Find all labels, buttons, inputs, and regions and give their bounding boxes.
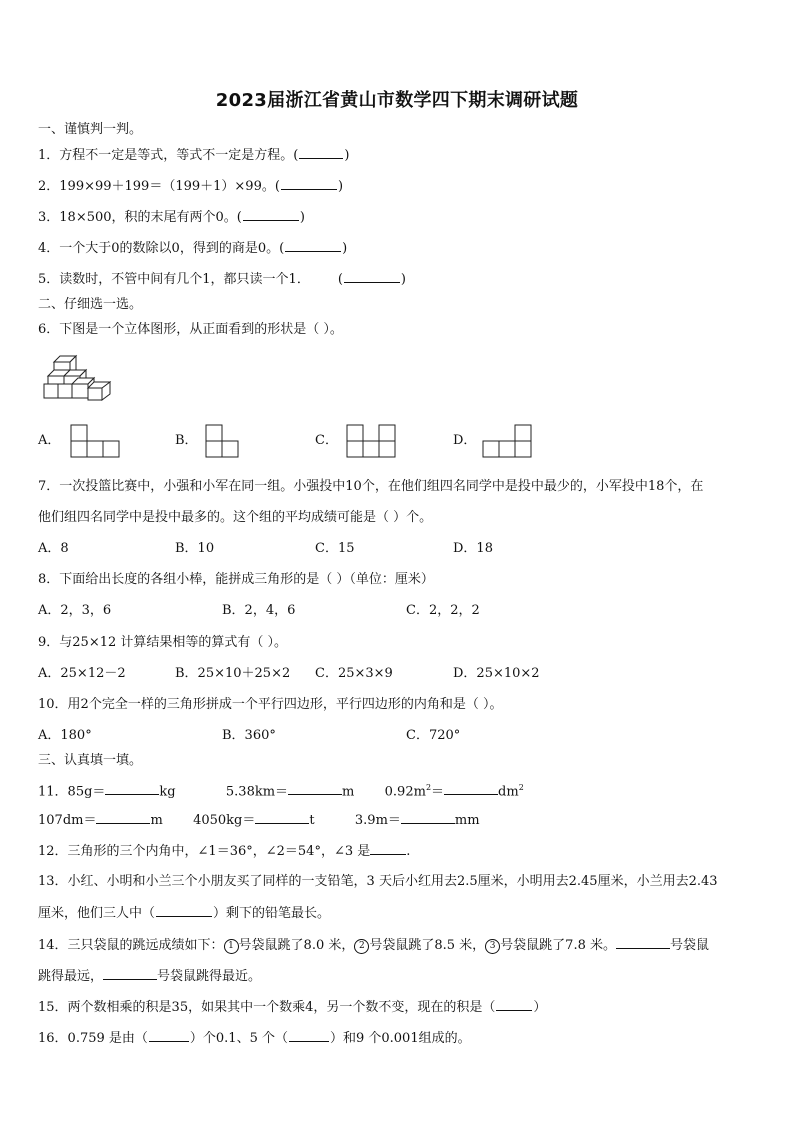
question-11-row-1: 11．85g＝ kg 5.38km＝ m $0.92m^2= dm^2$ — [38, 783, 524, 800]
cube-stack-figure — [42, 352, 112, 404]
answer-blank[interactable] — [401, 810, 455, 824]
circled-number-3: 3 — [485, 939, 500, 954]
answer-blank[interactable] — [96, 810, 150, 824]
section-2-heading: 二、仔细选一选。 — [38, 297, 143, 312]
question-15: 15．两个数相乘的积是35，如果其中一个数乘4，另一个数不变，现在的积是（ ） — [38, 1000, 547, 1015]
answer-blank[interactable] — [444, 781, 498, 795]
question-14-line-1: 14．三只袋鼠的跳远成绩如下： 1 号袋鼠跳了8.0 米， 2 号袋鼠跳了8.5 米， 3 号袋鼠跳了7.8 米。 号袋鼠 — [38, 935, 709, 955]
question-12: 12．三角形的三个内角中，∠1＝36°，∠2＝54°，∠3 是 . — [38, 841, 410, 861]
answer-blank[interactable] — [285, 239, 341, 252]
answer-blank[interactable] — [243, 208, 299, 221]
answer-blank[interactable] — [281, 177, 337, 190]
question-1: 1．方程不一定是等式，等式不一定是方程。( ) — [38, 148, 350, 163]
answer-blank[interactable] — [496, 998, 532, 1011]
answer-blank[interactable] — [288, 781, 342, 795]
q7-option-a[interactable]: A．8 — [38, 541, 69, 556]
answer-blank[interactable] — [370, 841, 406, 855]
q6-option-c-shape[interactable] — [346, 423, 398, 459]
q7-option-d[interactable]: D．18 — [453, 541, 493, 556]
circled-number-2: 2 — [354, 939, 369, 954]
q9-option-d[interactable]: D．25×10×2 — [453, 666, 540, 681]
answer-blank[interactable] — [344, 270, 400, 283]
question-8: 8．下面给出长度的各组小棒，能拼成三角形的是（ ）（单位：厘米） — [38, 572, 434, 587]
answer-blank[interactable] — [255, 810, 309, 824]
answer-blank[interactable] — [103, 966, 157, 980]
question-7-line-2: 他们组四名同学中是投中最多的。这个组的平均成绩可能是（ ）个。 — [38, 510, 433, 525]
question-4: 4．一个大于0的数除以0，得到的商是0。( ) — [38, 241, 348, 256]
q8-option-a[interactable]: A．2，3，6 — [38, 603, 112, 618]
question-13-line-1: 13．小红、小明和小兰三个小朋友买了同样的一支铅笔，3 天后小红用去2.5厘米，小明用去2.45厘米，小兰用去2.43 — [38, 874, 718, 889]
question-14-line-2: 跳得最远， 号袋鼠跳得最近。 — [38, 966, 261, 986]
page-title: 2023届浙江省黄山市数学四下期末调研试题 — [215, 90, 579, 111]
q7-option-c[interactable]: C．15 — [315, 541, 355, 556]
answer-blank[interactable] — [289, 1029, 329, 1042]
answer-blank[interactable] — [616, 935, 670, 949]
q8-option-c[interactable]: C．2，2，2 — [406, 603, 480, 618]
section-1-heading: 一、谨慎判一判。 — [38, 122, 143, 137]
question-7-line-1: 7．一次投篮比赛中，小强和小军在同一组。小强投中10个，在他们组四名同学中是投中最少的，小军投中18个，在 — [38, 479, 704, 494]
answer-blank[interactable] — [156, 904, 212, 917]
question-10: 10．用2个完全一样的三角形拼成一个平行四边形，平行四边形的内角和是（ ）。 — [38, 697, 503, 712]
q6-option-a-shape[interactable] — [70, 423, 122, 459]
question-13-line-2: 厘米，他们三人中（ ）剩下的铅笔最长。 — [38, 906, 331, 921]
q6-option-b-label[interactable]: B． — [175, 433, 198, 448]
question-11-row-2: 107dm＝ m 4050kg＝ t 3.9m＝ mm — [38, 810, 480, 830]
q9-option-b[interactable]: B．25×10＋25×2 — [175, 666, 291, 681]
question-5: 5．读数时，不管中间有几个1，都只读一个1． ( ) — [38, 272, 406, 287]
q6-option-d-label[interactable]: D． — [453, 433, 477, 448]
q9-option-c[interactable]: C．25×3×9 — [315, 666, 393, 681]
q10-option-a[interactable]: A．180° — [38, 728, 92, 743]
q9-option-a[interactable]: A．25×12－2 — [38, 666, 126, 681]
question-3: 3．18×500，积的末尾有两个0。( ) — [38, 210, 305, 225]
answer-blank[interactable] — [299, 146, 343, 159]
q6-option-a-label[interactable]: A． — [38, 433, 61, 448]
question-6: 6．下图是一个立体图形，从正面看到的形状是（ ）。 — [38, 322, 343, 337]
question-2: 2．199×99＋199＝（199＋1）×99。( ) — [38, 179, 344, 194]
q7-option-b[interactable]: B．10 — [175, 541, 215, 556]
answer-blank[interactable] — [149, 1029, 189, 1042]
answer-blank[interactable] — [105, 781, 159, 795]
q8-option-b[interactable]: B．2，4，6 — [222, 603, 296, 618]
circled-number-1: 1 — [224, 939, 239, 954]
q6-option-b-shape[interactable] — [205, 423, 241, 459]
q10-option-b[interactable]: B．360° — [222, 728, 276, 743]
section-3-heading: 三、认真填一填。 — [38, 753, 143, 768]
q6-option-c-label[interactable]: C． — [315, 433, 338, 448]
q10-option-c[interactable]: C．720° — [406, 728, 461, 743]
question-16: 16．0.759 是由（ ）个0.1、5 个（ ）和9 个0.001组成的。 — [38, 1031, 471, 1046]
question-9: 9．与25×12 计算结果相等的算式有（ ）。 — [38, 635, 288, 650]
q6-option-d-shape[interactable] — [482, 423, 534, 459]
